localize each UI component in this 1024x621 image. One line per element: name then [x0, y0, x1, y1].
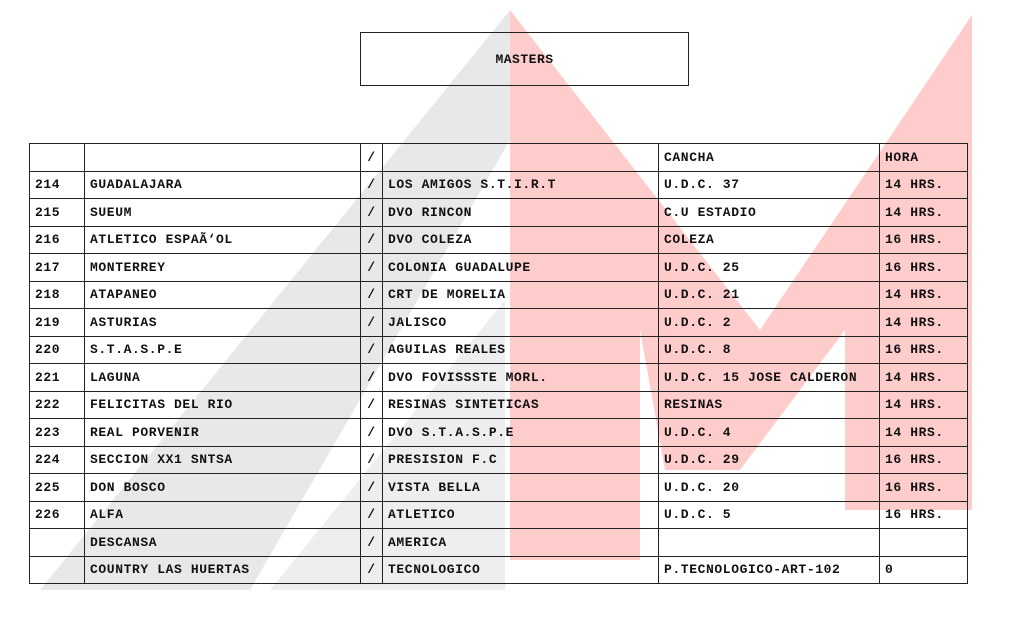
- match-number: 219: [30, 309, 85, 337]
- match-time: 0: [880, 556, 968, 584]
- table-row: [30, 446, 968, 474]
- match-number: 220: [30, 336, 85, 364]
- table-row: [30, 556, 968, 584]
- venue: U.D.C. 5: [659, 501, 880, 529]
- separator: /: [361, 501, 383, 529]
- match-number: [30, 529, 85, 557]
- away-team: AMERICA: [383, 529, 659, 557]
- venue: P.TECNOLOGICO-ART-102: [659, 556, 880, 584]
- table-row: [30, 281, 968, 309]
- match-time: 14 HRS.: [880, 364, 968, 392]
- match-time: 14 HRS.: [880, 309, 968, 337]
- table-row: [30, 391, 968, 419]
- venue: RESINAS: [659, 391, 880, 419]
- away-team: COLONIA GUADALUPE: [383, 254, 659, 282]
- venue: [659, 529, 880, 557]
- venue: C.U ESTADIO: [659, 199, 880, 227]
- match-time: [880, 529, 968, 557]
- separator: /: [361, 446, 383, 474]
- venue: U.D.C. 20: [659, 474, 880, 502]
- home-team: COUNTRY LAS HUERTAS: [85, 556, 361, 584]
- away-team: LOS AMIGOS S.T.I.R.T: [383, 171, 659, 199]
- home-team: FELICITAS DEL RIO: [85, 391, 361, 419]
- match-number: 215: [30, 199, 85, 227]
- table-row: [30, 171, 968, 199]
- venue: U.D.C. 4: [659, 419, 880, 447]
- table-row: [30, 199, 968, 227]
- away-team: DVO COLEZA: [383, 226, 659, 254]
- match-number: 225: [30, 474, 85, 502]
- table-row: [30, 419, 968, 447]
- home-team: DON BOSCO: [85, 474, 361, 502]
- away-team: RESINAS SINTETICAS: [383, 391, 659, 419]
- away-team: CRT DE MORELIA: [383, 281, 659, 309]
- venue: U.D.C. 15 JOSE CALDERON: [659, 364, 880, 392]
- match-time: 14 HRS.: [880, 171, 968, 199]
- match-number: 223: [30, 419, 85, 447]
- away-team: DVO FOVISSSTE MORL.: [383, 364, 659, 392]
- home-team: SECCION XX1 SNTSA: [85, 446, 361, 474]
- match-time: 16 HRS.: [880, 254, 968, 282]
- home-team: LAGUNA: [85, 364, 361, 392]
- separator: /: [361, 391, 383, 419]
- away-team: PRESISION F.C: [383, 446, 659, 474]
- match-time: 16 HRS.: [880, 474, 968, 502]
- separator: /: [361, 254, 383, 282]
- header-time: HORA: [880, 144, 968, 172]
- match-time: 16 HRS.: [880, 336, 968, 364]
- table-row: [30, 336, 968, 364]
- match-number: 221: [30, 364, 85, 392]
- away-team: VISTA BELLA: [383, 474, 659, 502]
- header-num: [30, 144, 85, 172]
- away-team: AGUILAS REALES: [383, 336, 659, 364]
- home-team: REAL PORVENIR: [85, 419, 361, 447]
- match-time: 14 HRS.: [880, 391, 968, 419]
- match-time: 16 HRS.: [880, 501, 968, 529]
- venue: U.D.C. 37: [659, 171, 880, 199]
- separator: /: [361, 281, 383, 309]
- home-team: SUEUM: [85, 199, 361, 227]
- table-row: [30, 226, 968, 254]
- venue: U.D.C. 8: [659, 336, 880, 364]
- match-time: 16 HRS.: [880, 226, 968, 254]
- header-separator: /: [361, 144, 383, 172]
- separator: /: [361, 336, 383, 364]
- separator: /: [361, 556, 383, 584]
- match-number: 226: [30, 501, 85, 529]
- match-number: [30, 556, 85, 584]
- table-row: [30, 254, 968, 282]
- match-number: 217: [30, 254, 85, 282]
- match-number: 214: [30, 171, 85, 199]
- away-team: ATLETICO: [383, 501, 659, 529]
- separator: /: [361, 199, 383, 227]
- table-row: [30, 364, 968, 392]
- away-team: TECNOLOGICO: [383, 556, 659, 584]
- home-team: DESCANSA: [85, 529, 361, 557]
- match-number: 222: [30, 391, 85, 419]
- away-team: DVO S.T.A.S.P.E: [383, 419, 659, 447]
- separator: /: [361, 419, 383, 447]
- venue: COLEZA: [659, 226, 880, 254]
- separator: /: [361, 364, 383, 392]
- separator: /: [361, 171, 383, 199]
- match-time: 14 HRS.: [880, 419, 968, 447]
- match-time: 14 HRS.: [880, 199, 968, 227]
- header-row: [30, 144, 968, 172]
- away-team: JALISCO: [383, 309, 659, 337]
- table-row: [30, 529, 968, 557]
- match-time: 14 HRS.: [880, 281, 968, 309]
- home-team: ALFA: [85, 501, 361, 529]
- venue: U.D.C. 25: [659, 254, 880, 282]
- table-row: [30, 501, 968, 529]
- venue: U.D.C. 21: [659, 281, 880, 309]
- home-team: S.T.A.S.P.E: [85, 336, 361, 364]
- home-team: ATAPANEO: [85, 281, 361, 309]
- schedule-table: [29, 143, 968, 584]
- venue: U.D.C. 2: [659, 309, 880, 337]
- venue: U.D.C. 29: [659, 446, 880, 474]
- match-number: 216: [30, 226, 85, 254]
- match-number: 218: [30, 281, 85, 309]
- page-title: MASTERS: [360, 32, 689, 86]
- table-row: [30, 474, 968, 502]
- separator: /: [361, 474, 383, 502]
- match-number: 224: [30, 446, 85, 474]
- table-row: [30, 309, 968, 337]
- separator: /: [361, 309, 383, 337]
- header-home: [85, 144, 361, 172]
- home-team: ATLETICO ESPAÃ‘OL: [85, 226, 361, 254]
- away-team: DVO RINCON: [383, 199, 659, 227]
- home-team: MONTERREY: [85, 254, 361, 282]
- header-away: [383, 144, 659, 172]
- separator: /: [361, 529, 383, 557]
- home-team: ASTURIAS: [85, 309, 361, 337]
- header-venue: CANCHA: [659, 144, 880, 172]
- separator: /: [361, 226, 383, 254]
- home-team: GUADALAJARA: [85, 171, 361, 199]
- match-time: 16 HRS.: [880, 446, 968, 474]
